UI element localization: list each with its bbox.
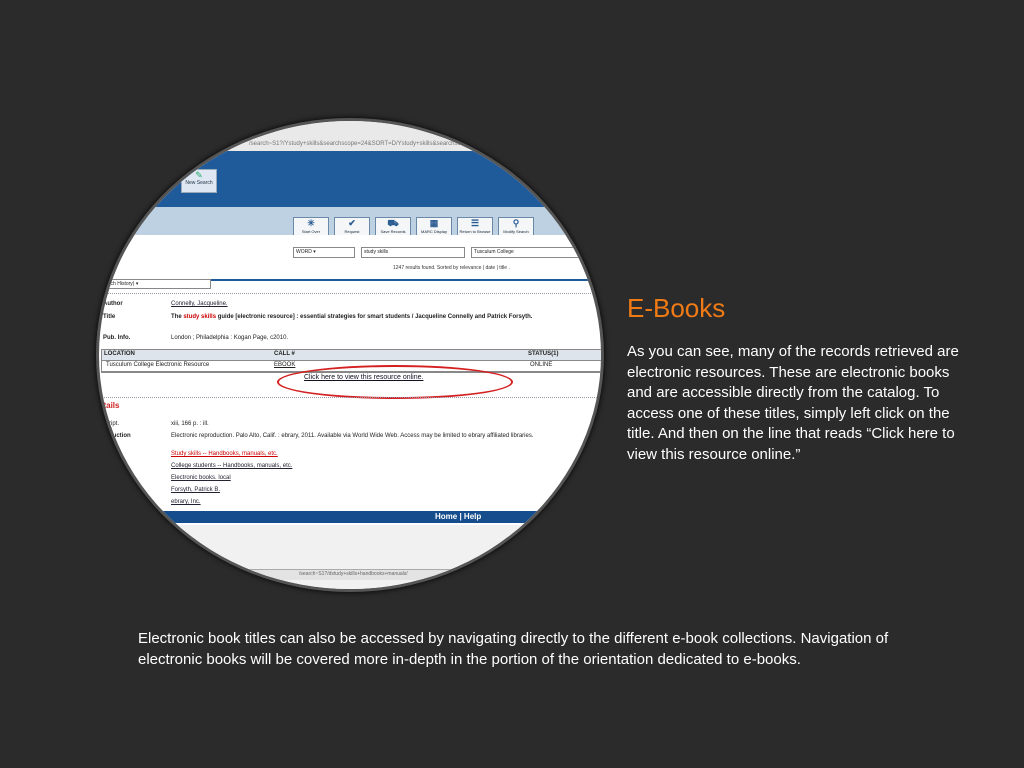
url-text: /search~S1?/Ystudy+skills&searchscope=24&SORT=D/Ystudy+skills&searchscope=24&SORT=D&SUBKEY=study+skills: [249, 141, 572, 147]
new-search-button[interactable]: [181, 169, 217, 193]
list-icon: ☰: [470, 218, 480, 228]
descript-label: script.: [103, 421, 120, 427]
new-search-icon: ✎: [195, 170, 203, 180]
start-over-label: Start Over: [301, 229, 321, 234]
search-query-value: study skills: [364, 249, 389, 255]
title-value: [171, 314, 551, 320]
check-icon: ✔: [348, 218, 356, 228]
slide-title: E-Books: [627, 293, 726, 323]
reproduction-value: Electronic reproduction. Palo Alto, Calif. : ebrary, 2011. Available via World Wide Web. Access may be limited to ebrary affiliated libraries.: [171, 433, 534, 439]
subject-link[interactable]: College students -- Handbooks, manuals, etc.: [171, 463, 293, 469]
status-cell: ONLINE: [530, 362, 553, 368]
search-input[interactable]: [361, 247, 465, 258]
search-type-value: WORD: [296, 249, 312, 255]
catalog-footer: [99, 511, 604, 523]
holdings-header: [102, 350, 604, 361]
title-label: Title: [103, 314, 116, 320]
title-highlight: study skills: [183, 314, 217, 320]
search-row: [99, 235, 604, 281]
search-type-select[interactable]: WORD ▾: [293, 247, 355, 258]
highlight-circle: [277, 365, 513, 399]
details-heading: etails: [99, 401, 120, 410]
search-history-select[interactable]: Search History) ▾: [99, 279, 211, 289]
new-search-label: New Search: [185, 180, 213, 186]
online-resource-link[interactable]: Click here to view this resource online.: [304, 374, 424, 381]
slide-paragraph: As you can see, many of the records retrieved are electronic resources. These are electronic books and are accessible directly from the catalog. To access one of these titles, simply left click on the title. And then on the line that reads “Click here to view this resource online.”: [627, 343, 959, 463]
added-author-link[interactable]: ebrary, Inc.: [171, 499, 201, 505]
marc-display-label: MARC Display: [420, 229, 447, 234]
added-author-link[interactable]: Forsyth, Patrick B.: [171, 487, 221, 493]
subject-link[interactable]: Study skills -- Handbooks, manuals, etc.: [171, 451, 278, 457]
status-url: /search~S1?/dstudy+skills+handbooks+manuals/: [299, 571, 408, 577]
call-header: CALL #: [274, 351, 295, 357]
request-label: Request: [344, 229, 360, 234]
grid-icon: ▦: [429, 218, 439, 228]
reproduction-label: roduction: [103, 433, 131, 439]
author-label: Author: [103, 301, 123, 307]
modify-search-label: Modify Search: [503, 229, 529, 234]
title-rest: guide [electronic resource] : essential strategies for smart students / Jacqueline Connelly and Patrick Forsyth.: [216, 314, 533, 320]
footer-links[interactable]: Home | Help: [435, 512, 482, 521]
subject-link[interactable]: Electronic books. local: [171, 475, 231, 481]
return-browse-label: Return to Browse: [459, 229, 491, 234]
slide-bottom-text: Electronic book titles can also be accessed by navigating directly to the different e-book collections. Navigation of electronic books will be covered more in-depth in the portion of the orientation dedicated to e-books.: [138, 630, 889, 668]
catalog-header: [99, 151, 604, 207]
screenshot-oval: [96, 118, 604, 592]
call-number-link[interactable]: EBOOK: [274, 362, 296, 368]
results-count: 1247 results found. Sorted by relevance | date | title .: [393, 265, 510, 271]
title-prefix: The: [171, 314, 184, 320]
save-records-label: Save Records: [380, 229, 406, 234]
divider: [99, 293, 604, 294]
cart-icon: ⛟: [387, 218, 399, 228]
divider: [99, 397, 604, 398]
descript-value: xiii, 166 p. : ill.: [171, 421, 209, 427]
location-header: LOCATION: [104, 351, 135, 357]
author-link[interactable]: Connelly, Jacqueline.: [171, 301, 228, 307]
catalog-screenshot: [99, 121, 604, 589]
pub-info-label: Pub. Info.: [103, 335, 131, 341]
history-select-value: Search History): [100, 281, 135, 287]
search-scope-value: Tusculum College: [474, 249, 514, 255]
search-scope-select[interactable]: [471, 247, 585, 258]
status-header: STATUS(1): [528, 351, 559, 357]
search-icon: ⚲: [512, 218, 520, 228]
browser-status-bar: [99, 569, 604, 580]
pub-info-value: London ; Philadelphia : Kogan Page, c2010.: [171, 335, 289, 341]
star-icon: ✳: [307, 218, 315, 228]
location-cell: Tusculum College Electronic Resource: [106, 362, 210, 368]
browser-url-bar[interactable]: [99, 121, 604, 152]
